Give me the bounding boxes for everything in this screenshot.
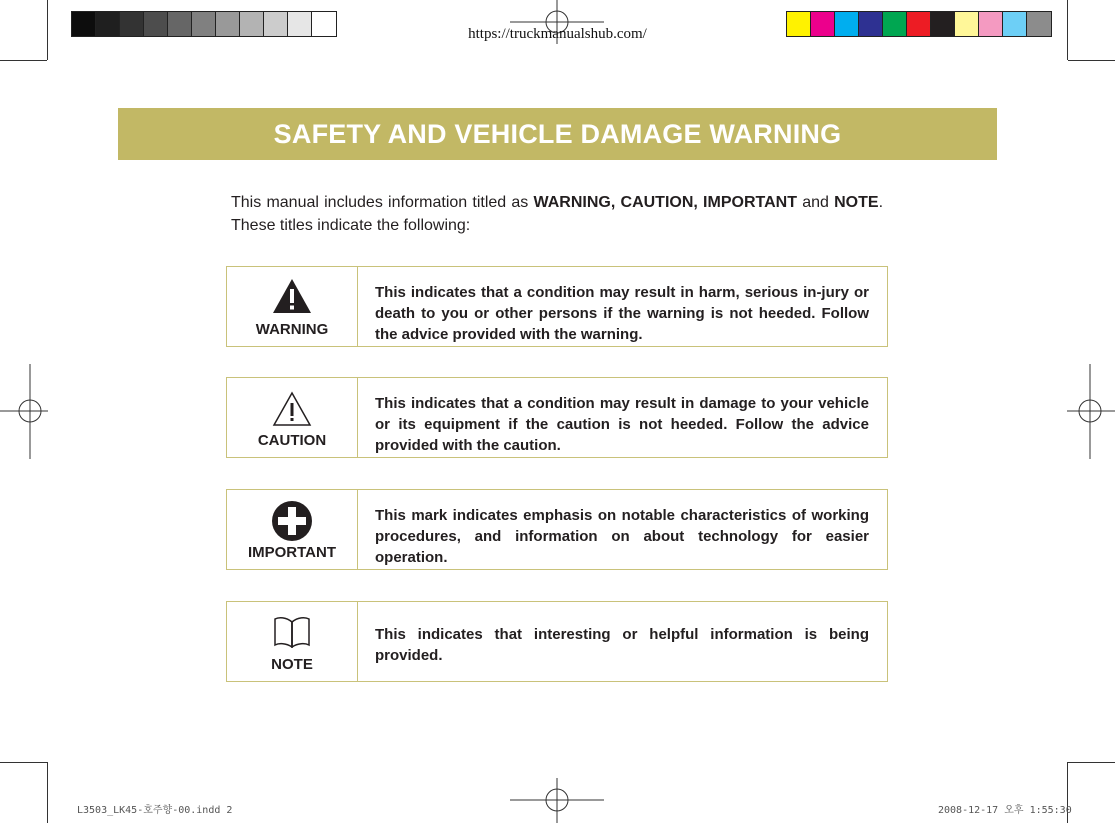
intro-text: . These titles indicate the following: — [231, 194, 884, 234]
source-url[interactable]: https://truckmanualshub.com/ — [468, 26, 647, 42]
intro-text: This manual includes information titled as — [231, 194, 534, 211]
note-box — [226, 601, 888, 682]
warning-label: WARNING — [255, 321, 329, 338]
warning-label-cell — [227, 267, 358, 346]
open-book-icon — [272, 614, 312, 653]
caution-label-cell — [227, 378, 358, 457]
note-text: This indicates that interesting or helpful information is being provided. — [375, 626, 869, 664]
footer-timestamp: 2008-12-17 오후 1:55:30 — [938, 805, 1072, 816]
caution-label: CAUTION — [257, 432, 327, 449]
important-box — [226, 489, 888, 570]
footer-filename: L3503_LK45-호주향-00.indd 2 — [77, 805, 233, 816]
intro-bold-note: NOTE — [834, 194, 879, 211]
warning-box — [226, 266, 888, 347]
important-label-cell — [227, 490, 358, 569]
caution-box — [226, 377, 888, 458]
note-label-cell — [227, 602, 358, 681]
warning-triangle-icon — [272, 278, 312, 319]
caution-text: This indicates that a condition may result in damage to your vehicle or its equipment if the caution is not heeded. Follow the advice provided with the caution. — [375, 395, 869, 454]
intro-paragraph — [231, 191, 883, 237]
important-label: IMPORTANT — [247, 544, 337, 561]
intro-text: and — [796, 194, 835, 211]
title-banner — [118, 108, 997, 160]
note-label: NOTE — [271, 656, 313, 673]
plus-circle-icon — [271, 500, 313, 547]
page-title: SAFETY AND VEHICLE DAMAGE WARNING — [273, 118, 842, 149]
caution-triangle-icon — [272, 391, 312, 432]
important-text: This mark indicates emphasis on notable characteristics of working procedures, and information on about technology for easier operation. — [375, 507, 869, 566]
warning-text: This indicates that a condition may result in harm, serious in-jury or death to you or other persons if the warning is not heeded. Follow the advice provided with the warning. — [375, 284, 869, 343]
intro-bold-titles: WARNING, CAUTION, IMPORTANT — [533, 194, 797, 211]
